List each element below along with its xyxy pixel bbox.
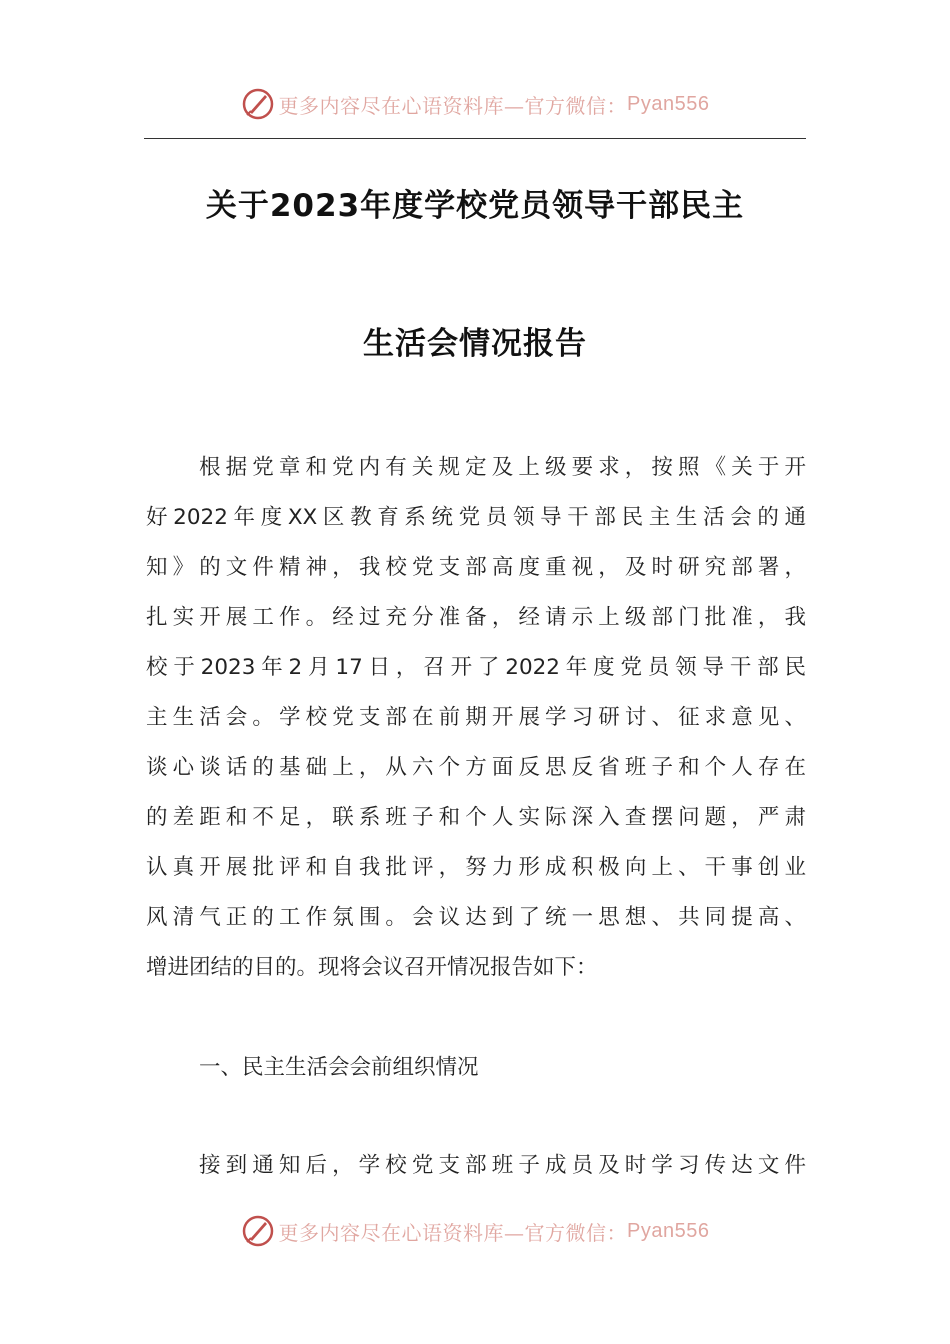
paragraph-line: 的差距和不足，联系班子和个人实际深入查摆问题，严肃 bbox=[146, 805, 806, 830]
watermark-text: 更多内容尽在心语资料库—官方微信： bbox=[278, 1220, 628, 1245]
paragraph-intro bbox=[146, 443, 806, 993]
paragraph-line: 主生活会。学校党支部在前期开展学习研讨、征求意见、 bbox=[146, 705, 806, 730]
section-heading-1 bbox=[146, 1043, 806, 1093]
paragraph-line: 好2022年度XX区教育系统党员领导干部民主生活会的通 bbox=[146, 505, 806, 530]
paragraph-section-1 bbox=[146, 1141, 806, 1191]
section-heading-text: 一、民主生活会会前组织情况 bbox=[199, 1055, 479, 1080]
watermark-wechat-id: Pyan556 bbox=[627, 92, 710, 115]
watermark-wechat-id: Pyan556 bbox=[627, 1219, 710, 1242]
quill-logo-icon bbox=[241, 1214, 275, 1248]
paragraph-line: 根据党章和党内有关规定及上级要求，按照《关于开 bbox=[199, 455, 806, 480]
header-watermark bbox=[0, 84, 950, 124]
document-title-line-1: 关于2023年度学校党员领导干部民主 bbox=[205, 188, 745, 224]
quill-logo-icon bbox=[241, 87, 275, 121]
paragraph-line: 接到通知后，学校党支部班子成员及时学习传达文件 bbox=[199, 1153, 806, 1178]
header-divider bbox=[144, 138, 806, 139]
paragraph-line: 谈心谈话的基础上，从六个方面反思反省班子和个人存在 bbox=[146, 755, 806, 780]
document-title-line-2: 生活会情况报告 bbox=[363, 326, 587, 362]
paragraph-line: 增进团结的目的。现将会议召开情况报告如下： bbox=[146, 955, 598, 980]
paragraph-line: 风清气正的工作氛围。会议达到了统一思想、共同提高、 bbox=[146, 905, 806, 930]
paragraph-line: 认真开展批评和自我批评，努力形成积极向上、干事创业 bbox=[146, 855, 806, 880]
paragraph-line: 校于2023年2月17日，召开了2022年度党员领导干部民 bbox=[146, 655, 806, 680]
watermark-text: 更多内容尽在心语资料库—官方微信： bbox=[278, 93, 628, 118]
paragraph-line: 扎实开展工作。经过充分准备，经请示上级部门批准，我 bbox=[146, 605, 806, 630]
paragraph-line: 知》的文件精神，我校党支部高度重视，及时研究部署， bbox=[146, 555, 806, 580]
footer-watermark bbox=[0, 1211, 950, 1251]
